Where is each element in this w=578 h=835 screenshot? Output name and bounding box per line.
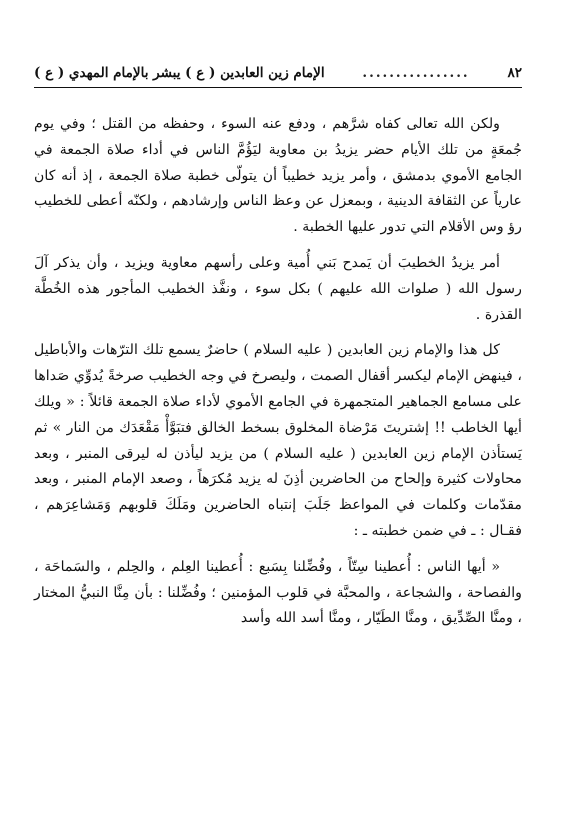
paragraph: « أيها الناس : أُعطينا سِتّاً ، وفُضِّلنا بِسَبع : أُعطينا العِلم ، والحِلم ، والسَماحَة ، والفصاحة ، والشجاعة ، والمحبَّة في قلوب المؤمنين ؛ وفُضِّلنا : بأن مِنَّا النبيُّ المختار ، ومنَّا الصِّدِّيق ، ومنَّا الطَيّار ، ومنَّا أسد الله وأسد — [34, 558, 522, 627]
paragraph: كل هذا والإمام زين العابدين ( عليه السلام ) حاضرٌ يسمع تلك الترّهات والأباطيل ، فينهض الإمام ليكسر أقفال الصمت ، وليصرخ في وجه الخطيب صرخةً يُدوِّي صَداها على مسامع الجماهير المتجمهرة في الجامع الأموي لأداء صلاة الجمعة قائلاً : « ويلك أيها الخاطب !! إشتريتَ مَرْضاة المخلوق بسخط الخالق فتبَوَّأْ مَقْعَدَك من النار » ثم يَستأذن الإمام زين العابدين ( عليه السلام ) من يزيد ليأذن له ليرقى المنبر ، وبعد محاولات كثيرة وإلحاح من الحاضرين أذِنَ له يزيد مُكرَهاً ، وصعد الإمام المنبر ، وبعد مقدّمات وكلمات في المواعظ جَلَبَ إنتباه الحاضرين ومَلَكَ قلوبهم وَمَشاعِرَهم ، فقـال : ـ في ضمن خطبته ـ : — [34, 342, 522, 539]
paragraph: أمر يزيدُ الخطيبَ أن يَمدح بَني أُمية وعلى رأسهم معاوية ويزيد ، وأن يذكر آلَ رسول الله ( صلوات الله عليهم ) بكل سوء ، ونفَّذ الخطيب المأجور هذه الخُطَّة القذرة . — [34, 254, 522, 323]
header-rule — [34, 87, 522, 88]
paragraph: ولكن الله تعالى كفاه شرَّهم ، ودفع عنه السوء ، وحفظه من القتل ؛ وفي يوم جُمعَةٍ من تلك الأيام حضر يزيدُ بن معاوية ليَؤُمَّ الناس في أداء صلاة الجمعة في الجامع الأموي بدمشق ، وأمر يزيد خطيباً أن يتولّى خطبة صلاة الجمعة ، إذ أنه كان عارياً عن الثقافة الدينية ، وبمعزل عن وعظ الناس وإرشادهم ، ولكنّه أعطى للخطيب رؤ وس الأقلام التي تدور عليها الخطبة . — [34, 116, 522, 236]
running-header — [34, 62, 522, 84]
page-number: ٨٢ — [507, 65, 522, 81]
header-leader-dots: ................ — [362, 65, 470, 81]
body-text — [34, 112, 522, 632]
running-title: الإمام زين العابدين ( ع ) يبشر بالإمام المهدي ( ع ) — [34, 65, 325, 81]
